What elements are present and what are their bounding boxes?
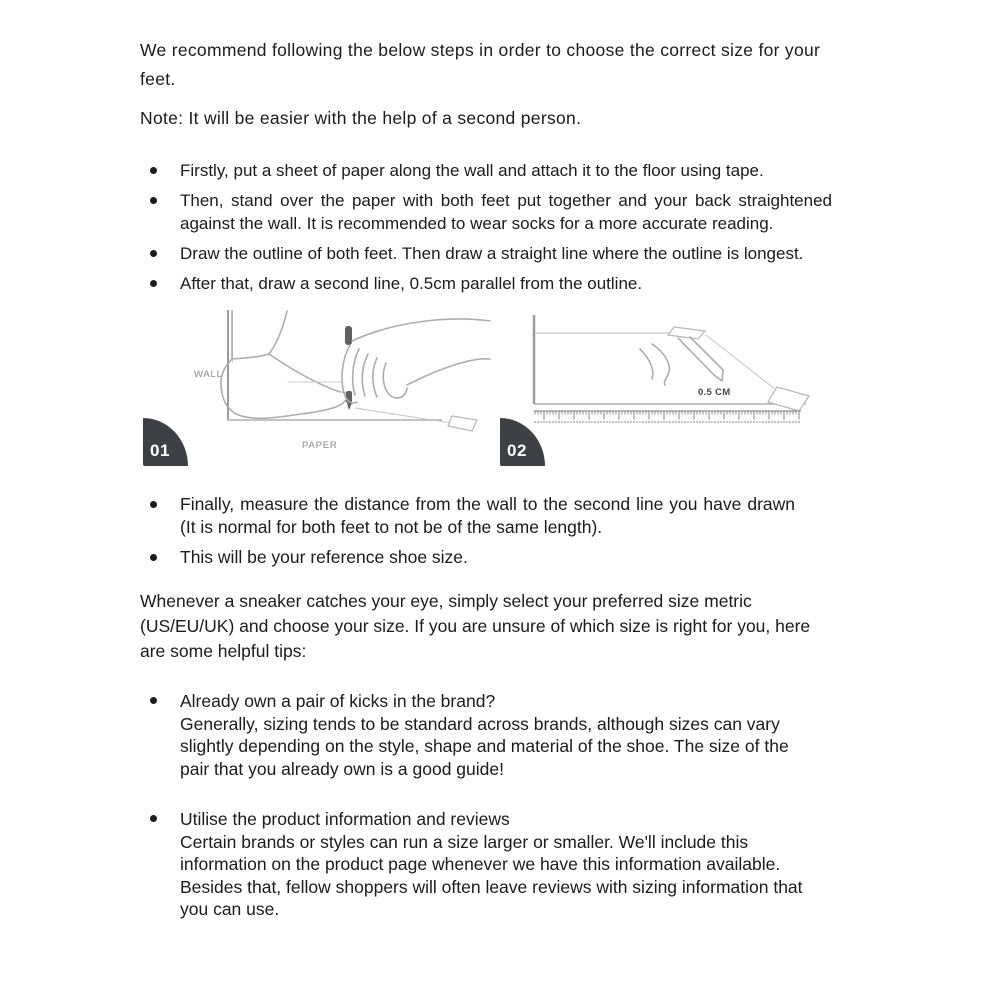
step-badge-01 (143, 418, 188, 466)
step-item-1 (140, 159, 832, 182)
sizing-intro-paragraph: Whenever a sneaker catches your eye, simply select your preferred size metric (US/EU/UK) and choose your size. If you are unsure of which size is right for you, here are some helpful tips: (140, 591, 811, 661)
step-text: This will be your reference shoe size. (180, 547, 468, 567)
foot-tracing-illustration (190, 307, 495, 465)
step-item-6 (140, 546, 795, 569)
step-item-3 (140, 242, 832, 265)
tip-body: Generally, sizing tends to be standard across brands, although sizes can vary slightly depending on the style, shape and material of the shoe. The size of the pair that you already own is a good guide! (180, 713, 789, 779)
paper-label: PAPER (302, 440, 338, 451)
step-item-4 (140, 272, 832, 295)
step-item-5 (140, 493, 795, 539)
note-text: Note: It will be easier with the help of a second person. (140, 108, 582, 128)
tape-icon (448, 416, 477, 431)
step-text: Then, stand over the paper with both feet put together and your back straightened against the wall. It is recommended to wear socks for a more accurate reading. (180, 191, 832, 233)
illustrations-row (140, 307, 960, 467)
badge-number: 01 (150, 441, 170, 460)
badge-number: 02 (507, 441, 527, 460)
tip-title: Utilise the product information and reviews (180, 809, 510, 829)
pencil-icon (668, 327, 705, 339)
intro-text: We recommend following the below steps in order to choose the correct size for your feet. (140, 40, 821, 89)
step-text: After that, draw a second line, 0.5cm parallel from the outline. (180, 274, 643, 293)
tip-item-2 (140, 808, 806, 921)
step-text: Finally, measure the distance from the wall to the second line you have drawn (It is normal for both feet to not be of the same length). (180, 494, 795, 537)
step-text: Firstly, put a sheet of paper along the wall and attach it to the floor using tape. (180, 161, 764, 180)
measuring-steps-list (140, 159, 832, 295)
step-item-2 (140, 189, 832, 235)
tape-icon (768, 387, 809, 411)
tip-item-1 (140, 690, 806, 780)
wall-label: WALL (194, 369, 223, 380)
tip-title: Already own a pair of kicks in the brand? (180, 691, 496, 711)
ruler-measurement-illustration (528, 313, 828, 433)
results-steps-list (140, 493, 795, 569)
pencil-icon (345, 326, 352, 345)
distance-label: 0.5 CM (698, 387, 731, 398)
step-text: Draw the outline of both feet. Then draw a straight line where the outline is longest. (180, 244, 804, 263)
sizing-tips-list (140, 690, 806, 921)
tip-body: Certain brands or styles can run a size larger or smaller. We'll include this information on the product page whenever we have this information available. Besides that, fellow shoppers will often leave reviews with sizing information that you can use. (180, 831, 803, 919)
